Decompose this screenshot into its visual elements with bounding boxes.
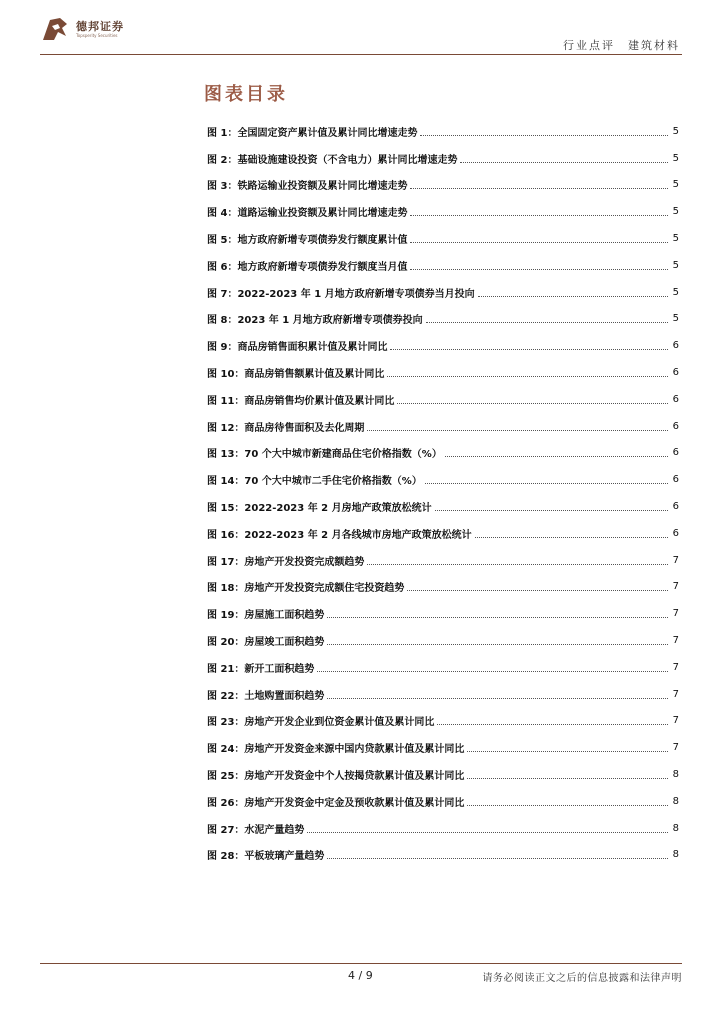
toc-entry-page: 8 [672,795,679,807]
toc-entry-label: 图 2： [207,154,238,166]
toc-entry-label: 图 16： [207,529,245,541]
toc-entry-page: 7 [672,608,679,620]
toc-entry-label: 图 7： [207,288,238,300]
toc-entry-label: 图 13： [207,449,245,461]
toc-entry-caption: 地方政府新增专项债券发行额度当月值 [237,261,408,273]
toc-entry[interactable] [207,172,679,199]
toc-entry-page: 6 [672,340,679,352]
toc-entry-label: 图 28： [207,851,245,863]
toc-entry-label: 图 5： [207,235,238,247]
toc-entry-page: 6 [672,447,679,459]
toc-entry-label: 图 18： [207,583,245,595]
toc-entry[interactable] [207,681,679,708]
toc-leader-dots [467,804,668,806]
toc-entry-page: 5 [672,259,679,271]
toc-leader-dots [467,777,668,779]
toc-leader-dots [317,670,668,672]
toc-entry-caption: 水泥产量趋势 [244,824,305,836]
toc-entry-page: 7 [672,742,679,754]
toc-entry[interactable] [207,815,679,842]
toc-entry-caption: 房屋竣工面积趋势 [244,637,325,649]
page-number: 4 / 9 [348,969,373,982]
toc-entry-caption: 基础设施建设投资（不含电力）累计同比增速走势 [237,154,458,166]
toc-entry-caption: 商品房待售面积及去化周期 [244,422,365,434]
toc-entry-caption: 2023 年 1 月地方政府新增专项债券投向 [237,315,423,327]
toc-entry-label: 图 9： [207,342,238,354]
toc-entry-label: 图 24： [207,744,245,756]
toc-entry-page: 6 [672,367,679,379]
toc-leader-dots [410,268,668,270]
toc-leader-dots [410,214,668,216]
toc-entry[interactable] [207,413,679,440]
toc-entry-page: 7 [672,554,679,566]
toc-entry[interactable] [207,145,679,172]
toc-leader-dots [327,697,668,699]
toc-entry[interactable] [207,761,679,788]
toc-entry-label: 图 15： [207,503,245,515]
company-name: 德邦证券 [76,19,124,33]
toc-entry-label: 图 10： [207,369,245,381]
toc-entry-caption: 2022-2023 年 1 月地方政府新增专项债券当月投向 [237,288,475,300]
toc-entry[interactable] [207,306,679,333]
toc-title: 图表目录 [204,84,288,105]
toc-entry[interactable] [207,252,679,279]
company-logo [40,14,124,44]
page-header [0,0,724,56]
toc-leader-dots [410,241,668,243]
toc-leader-dots [426,321,668,323]
toc-entry-caption: 商品房销售均价累计值及累计同比 [244,395,395,407]
toc-leader-dots [460,161,668,163]
toc-leader-dots [387,375,668,377]
footer-divider [40,963,682,964]
toc-entry-label: 图 19： [207,610,245,622]
toc-entry-caption: 商品房销售面积累计值及累计同比 [237,342,388,354]
toc-entry[interactable] [207,279,679,306]
toc-entry-page: 5 [672,179,679,191]
toc-entry-label: 图 1： [207,127,238,139]
toc-entry[interactable] [207,520,679,547]
toc-entry-page: 6 [672,474,679,486]
toc-leader-dots [397,402,668,404]
toc-entry-page: 5 [672,206,679,218]
toc-entry-caption: 土地购置面积趋势 [244,690,325,702]
toc-entry-page: 5 [672,125,679,137]
toc-entry[interactable] [207,332,679,359]
legal-disclaimer: 请务必阅读正文之后的信息披露和法律声明 [482,973,682,984]
toc-entry-label: 图 17： [207,556,245,568]
toc-entry-caption: 房地产开发资金来源中国内贷款累计值及累计同比 [244,744,465,756]
toc-leader-dots [437,723,668,725]
toc-entry-label: 图 22： [207,690,245,702]
toc-entry-caption: 房地产开发投资完成额趋势 [244,556,365,568]
report-category: 行业点评 建筑材料 [563,39,680,52]
toc-entry[interactable] [207,118,679,145]
toc-entry[interactable] [207,734,679,761]
toc-entry-label: 图 27： [207,824,245,836]
toc-leader-dots [420,134,668,136]
toc-entry-caption: 铁路运输业投资额及累计同比增速走势 [237,181,408,193]
toc-leader-dots [467,750,668,752]
toc-leader-dots [478,295,668,297]
toc-leader-dots [307,831,668,833]
toc-entry-page: 5 [672,286,679,298]
toc-entry-caption: 房地产开发资金中定金及预收款累计值及累计同比 [244,797,465,809]
toc-entry-label: 图 23： [207,717,245,729]
toc-entry[interactable] [207,440,679,467]
toc-entry-label: 图 20： [207,637,245,649]
toc-leader-dots [327,616,668,618]
header-divider [40,54,682,55]
toc-entry-page: 7 [672,581,679,593]
toc-entry-caption: 2022-2023 年 2 月房地产政策放松统计 [244,503,432,515]
toc-entry-label: 图 3： [207,181,238,193]
toc-leader-dots [327,857,668,859]
toc-entry-label: 图 21： [207,663,245,675]
toc-entry-caption: 地方政府新增专项债券发行额度累计值 [237,235,408,247]
toc-entry-caption: 新开工面积趋势 [244,663,315,675]
toc-entry[interactable] [207,708,679,735]
toc-entry[interactable] [207,198,679,225]
toc-entry[interactable] [207,359,679,386]
toc-entry[interactable] [207,574,679,601]
toc-entry-page: 8 [672,769,679,781]
toc-entry-label: 图 12： [207,422,245,434]
toc-entry-page: 7 [672,635,679,647]
toc-entry-caption: 全国固定资产累计值及累计同比增速走势 [237,127,418,139]
toc-entry-label: 图 14： [207,476,245,488]
toc-entry[interactable] [207,466,679,493]
toc-entry-label: 图 26： [207,797,245,809]
toc-entry-label: 图 6： [207,261,238,273]
toc-entry-caption: 房地产开发资金中个人按揭贷款累计值及累计同比 [244,771,465,783]
toc-entry-caption: 道路运输业投资额及累计同比增速走势 [237,208,408,220]
toc-leader-dots [407,589,668,591]
toc-entry[interactable] [207,386,679,413]
toc-entry-page: 7 [672,688,679,700]
toc-entry[interactable] [207,654,679,681]
toc-entry-caption: 70 个大中城市二手住宅价格指数（%） [244,476,422,488]
toc-entry-label: 图 25： [207,771,245,783]
toc-entry[interactable] [207,627,679,654]
toc-leader-dots [390,348,668,350]
toc-entry-page: 6 [672,527,679,539]
toc-entry[interactable] [207,225,679,252]
toc-leader-dots [425,482,668,484]
toc-entry-caption: 2022-2023 年 2 月各线城市房地产政策放松统计 [244,529,472,541]
toc-entry[interactable] [207,600,679,627]
toc-entry-page: 8 [672,822,679,834]
toc-entry[interactable] [207,493,679,520]
company-subtitle: Topsperity Securities [76,32,118,38]
toc-entry-caption: 房屋施工面积趋势 [244,610,325,622]
toc-leader-dots [445,455,668,457]
toc-entry[interactable] [207,788,679,815]
toc-entry[interactable] [207,547,679,574]
toc-entry-caption: 70 个大中城市新建商品住宅价格指数（%） [244,449,442,461]
toc-entry-page: 5 [672,313,679,325]
toc-entry-label: 图 11： [207,395,245,407]
toc-entry-caption: 房地产开发企业到位资金累计值及累计同比 [244,717,435,729]
toc-entry-caption: 商品房销售额累计值及累计同比 [244,369,385,381]
toc-leader-dots [410,187,668,189]
toc-entry-caption: 平板玻璃产量趋势 [244,851,325,863]
toc-entry-label: 图 8： [207,315,238,327]
toc-entry-label: 图 4： [207,208,238,220]
table-of-figures [207,118,679,868]
toc-leader-dots [367,429,668,431]
toc-leader-dots [367,563,668,565]
toc-entry-caption: 房地产开发投资完成额住宅投资趋势 [244,583,405,595]
toc-entry-page: 5 [672,152,679,164]
toc-entry-page: 7 [672,661,679,673]
toc-entry[interactable] [207,842,679,869]
toc-leader-dots [327,643,668,645]
toc-entry-page: 6 [672,393,679,405]
toc-entry-page: 6 [672,501,679,513]
toc-leader-dots [475,536,668,538]
toc-entry-page: 7 [672,715,679,727]
toc-entry-page: 8 [672,849,679,861]
toc-entry-page: 6 [672,420,679,432]
toc-leader-dots [435,509,668,511]
toc-entry-page: 5 [672,233,679,245]
logo-mark-icon [40,14,70,44]
